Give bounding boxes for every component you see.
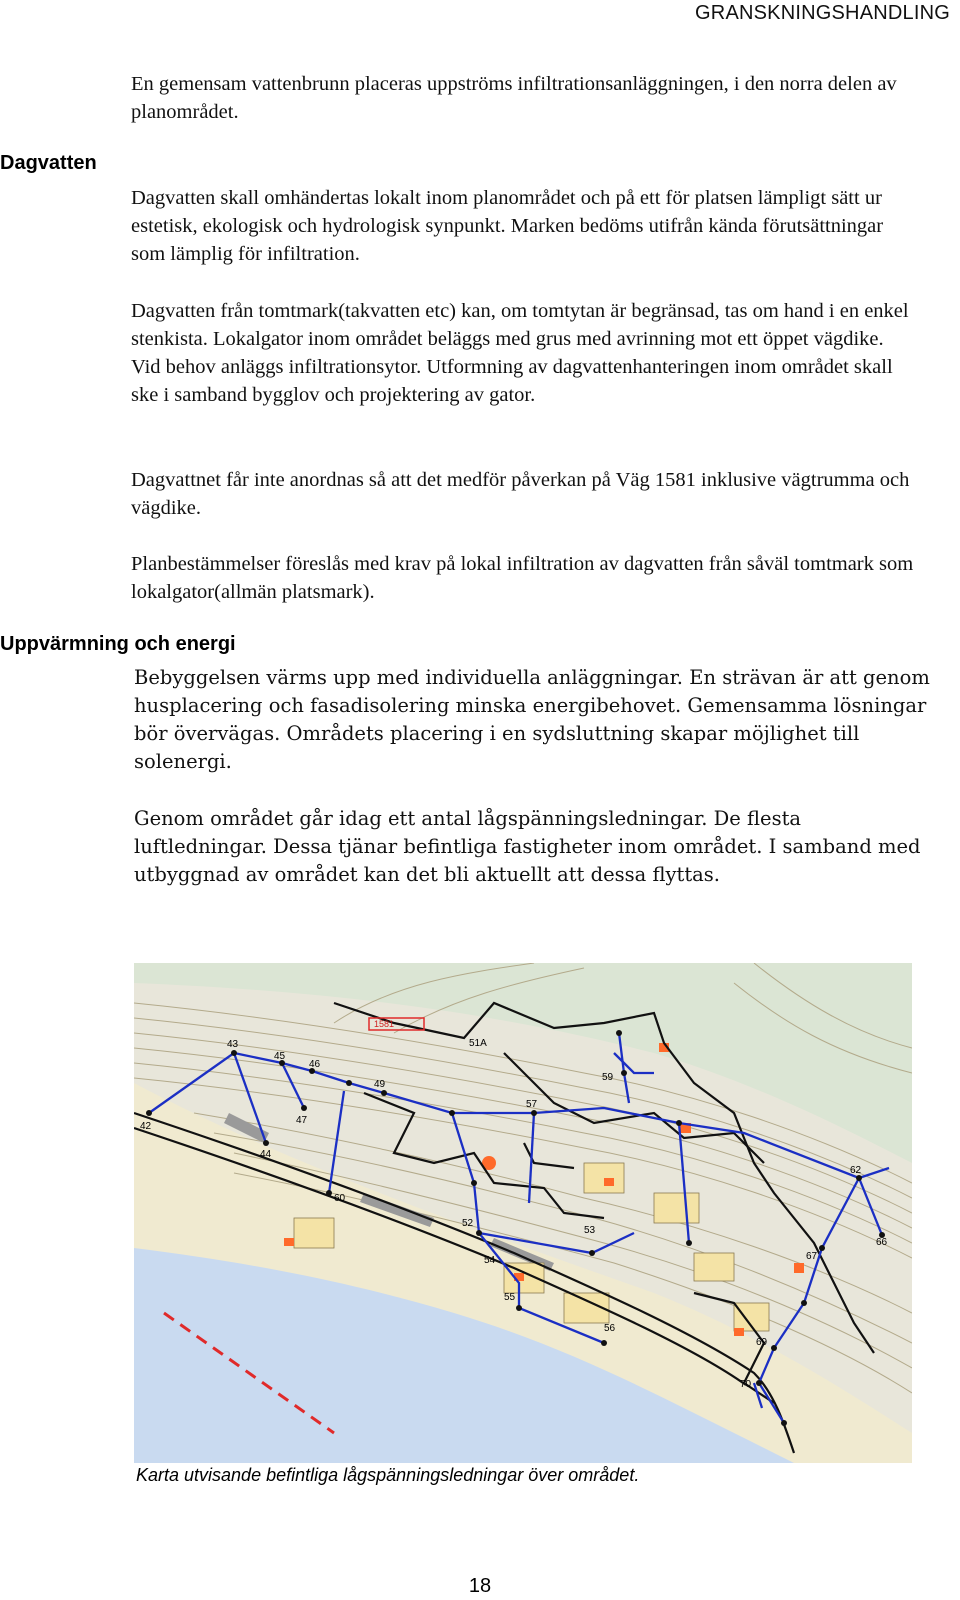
- label-42: 42: [140, 1121, 152, 1132]
- label-67: 67: [806, 1251, 818, 1262]
- dagvatten-paragraph-3: Dagvattnet får inte anordnas så att det medför påverkan på Väg 1581 inklusive vägtrumma och vägdike.: [131, 469, 910, 519]
- dagvatten-paragraph-2: Dagvatten från tomtmark(takvatten etc) kan, om tomtytan är begränsad, tas om hand i en enkel stenkista. Lokalgator inom området beläggs med grus med avrinning mot ett öppet vägdike. Vid behov anläggs infiltrationsytor. Utformning av dagvattenhanteringen inom området skall ske i samband bygglov och projektering av gator.: [131, 300, 909, 406]
- label-52: 52: [462, 1218, 474, 1229]
- label-44: 44: [260, 1149, 272, 1160]
- map-caption: Karta utvisande befintliga lågspänningsledningar över området.: [136, 1465, 640, 1485]
- label-43: 43: [227, 1039, 239, 1050]
- energi-paragraph-1: Bebyggelsen värms upp med individuella anläggningar. En strävan är att genom husplacering och fasadisolering minska energibehovet. Gemensamma lösningar bör övervägas. Områdets placering i en sydsluttning skapar möjlighet till solenergi.: [134, 666, 930, 773]
- label-53: 53: [584, 1225, 596, 1236]
- label-47: 47: [296, 1115, 308, 1126]
- dagvatten-paragraph-4: Planbestämmelser föreslås med krav på lokal infiltration av dagvatten från såväl tomtmark som lokalgator(allmän platsmark).: [131, 553, 914, 603]
- label-70: 70: [740, 1379, 752, 1390]
- road-label-1581: 1581: [374, 1019, 395, 1029]
- label-59: 59: [602, 1072, 614, 1083]
- document-status-header: GRANSKNINGSHANDLING: [695, 2, 950, 24]
- label-49: 49: [374, 1079, 386, 1090]
- label-51a: 51A: [469, 1038, 487, 1049]
- label-45: 45: [274, 1051, 286, 1062]
- dagvatten-paragraph-1: Dagvatten skall omhändertas lokalt inom planområdet och på ett för platsen lämpligt sätt ur estetisk, ekologisk och hydrologisk synpunkt. Marken bedöms utifrån kända förutsättningar som lämplig för infiltration.: [131, 187, 884, 265]
- power-line-map: [134, 963, 912, 1463]
- label-55: 55: [504, 1292, 516, 1303]
- intro-paragraph: En gemensam vattenbrunn placeras uppströms infiltrationsanläggningen, i den norra delen av planområdet.: [131, 73, 897, 123]
- section-heading-dagvatten: Dagvatten: [0, 152, 97, 174]
- energi-paragraph-2: Genom området går idag ett antal lågspänningsledningar. De flesta luftledningar. Dessa tjänar befintliga fastigheter inom området. I samband med utbyggnad av området kan det bli aktuellt att dessa flyttas.: [134, 807, 921, 886]
- label-60: 60: [334, 1193, 346, 1204]
- section-heading-energi: Uppvärmning och energi: [0, 633, 236, 655]
- label-54: 54: [484, 1255, 496, 1266]
- label-46: 46: [309, 1059, 321, 1070]
- label-56: 56: [604, 1323, 616, 1334]
- label-66: 66: [876, 1237, 888, 1248]
- map-svg: [134, 963, 912, 1463]
- label-62: 62: [850, 1165, 862, 1176]
- page-number: 18: [468, 1575, 492, 1597]
- label-69: 69: [756, 1337, 768, 1348]
- label-57: 57: [526, 1099, 538, 1110]
